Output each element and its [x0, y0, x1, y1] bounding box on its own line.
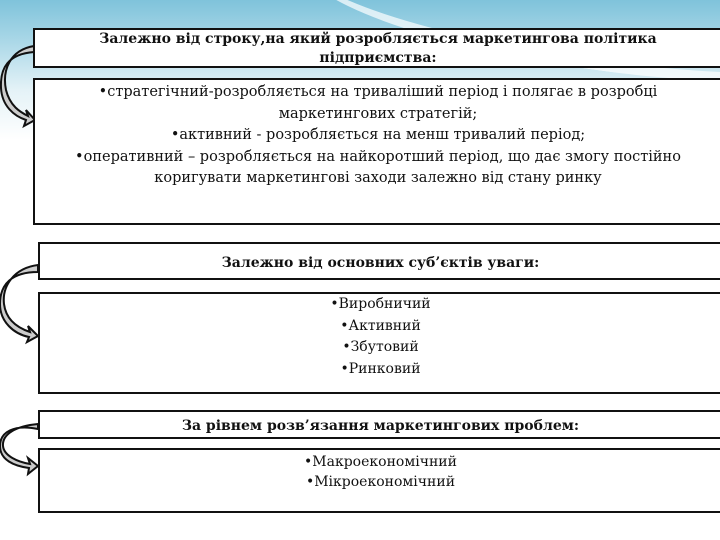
- section-1-heading-line: Залежно від строку,на який розробляється маркетингова політика: [99, 31, 657, 47]
- list-item: маркетингових стратегій;: [278, 105, 478, 122]
- list-item: •Макроекономічний: [304, 454, 457, 470]
- section-3-items-box: [38, 448, 720, 513]
- section-1-heading-box: [33, 28, 720, 68]
- section-2-items-box: [38, 292, 720, 394]
- list-item: •стратегічний-розробляється на триваліший період і полягає в розробці: [98, 84, 658, 100]
- list-item: коригувати маркетингові заходи залежно від стану ринку: [154, 170, 602, 186]
- curved-arrow-icon: [0, 420, 40, 480]
- section-3-heading-box: [38, 410, 720, 439]
- section-2-heading: Залежно від основних суб’єктів уваги:: [221, 255, 540, 271]
- section-1-heading-line: підприємства:: [319, 50, 437, 66]
- list-item: •Мікроекономічний: [305, 474, 456, 490]
- list-item: •Виробничий: [330, 296, 431, 312]
- list-item: •Ринковий: [340, 360, 421, 377]
- list-item: •активний - розробляється на менш тривалий період;: [170, 127, 586, 143]
- section-2-heading-box: [38, 242, 720, 280]
- list-item: •оперативний – розробляється на найкоротший період, що дає змогу постійно: [75, 148, 681, 165]
- section-3-heading: За рівнем розв’язання маркетингових проблем:: [181, 418, 580, 434]
- list-item: •Збутовий: [342, 339, 419, 355]
- list-item: •Активний: [340, 317, 421, 334]
- section-1-items-box: [33, 78, 720, 225]
- curved-arrow-icon: [0, 260, 40, 350]
